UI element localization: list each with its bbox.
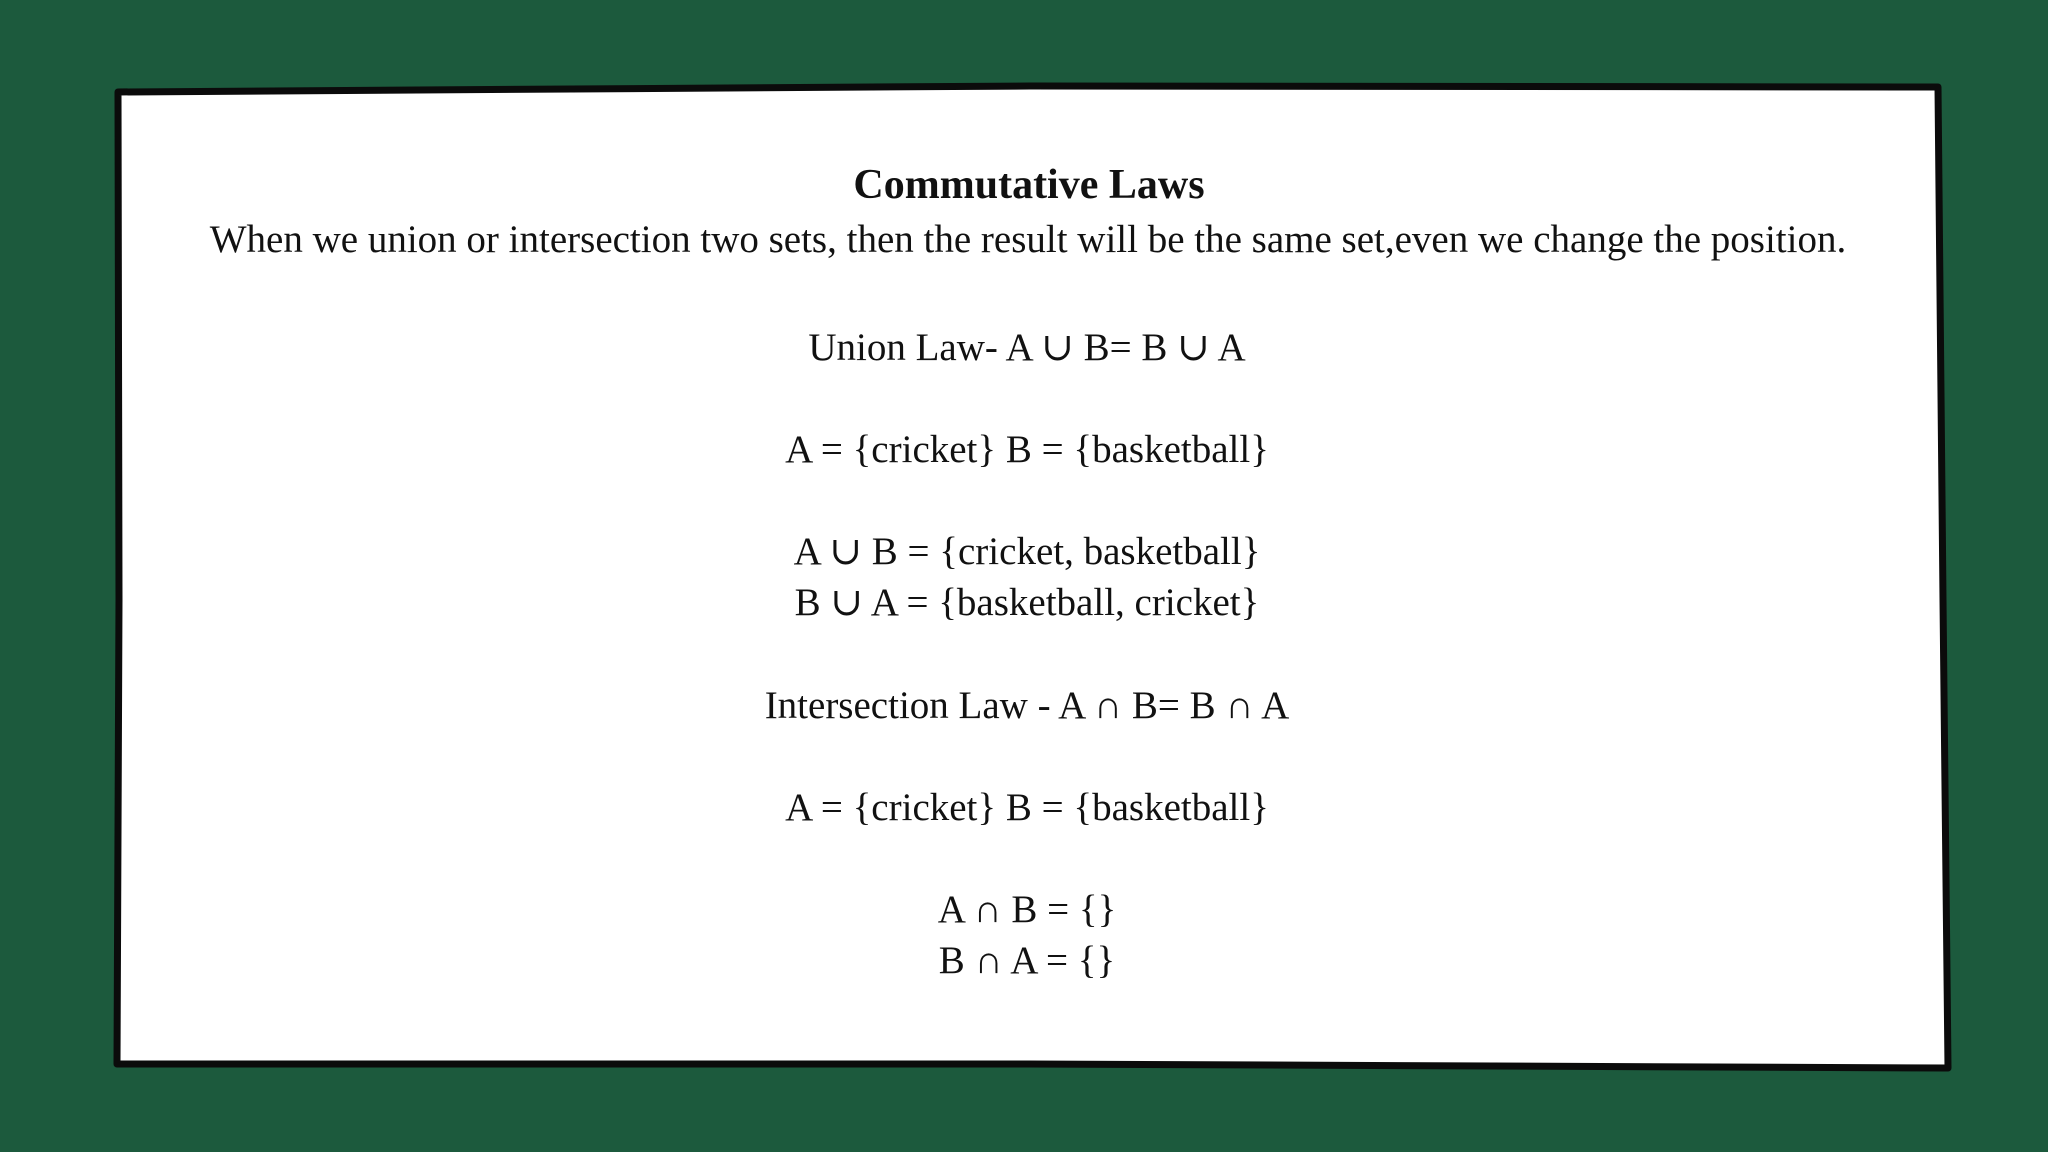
union-result-b-a: B ∪ A = {basketball, cricket} [794,581,1260,624]
union-set-definitions: A = {cricket} B = {basketball} [785,428,1269,471]
slide-title: Commutative Laws [853,162,1205,208]
intersection-result-b-a: B ∩ A = {} [938,939,1116,982]
union-law-statement: Union Law- A ∪ B= B ∪ A [808,326,1246,369]
intersection-result-a-b: A ∩ B = {} [937,888,1117,931]
slide-description: When we union or intersection two sets, then the result will be the same set,even we change the position. [209,218,1847,261]
union-result-a-b: A ∪ B = {cricket, basketball} [793,530,1261,573]
intersection-set-definitions: A = {cricket} B = {basketball} [785,786,1269,829]
intersection-law-statement: Intersection Law - A ∩ B= B ∩ A [764,684,1290,727]
slide-card [120,88,1938,1068]
